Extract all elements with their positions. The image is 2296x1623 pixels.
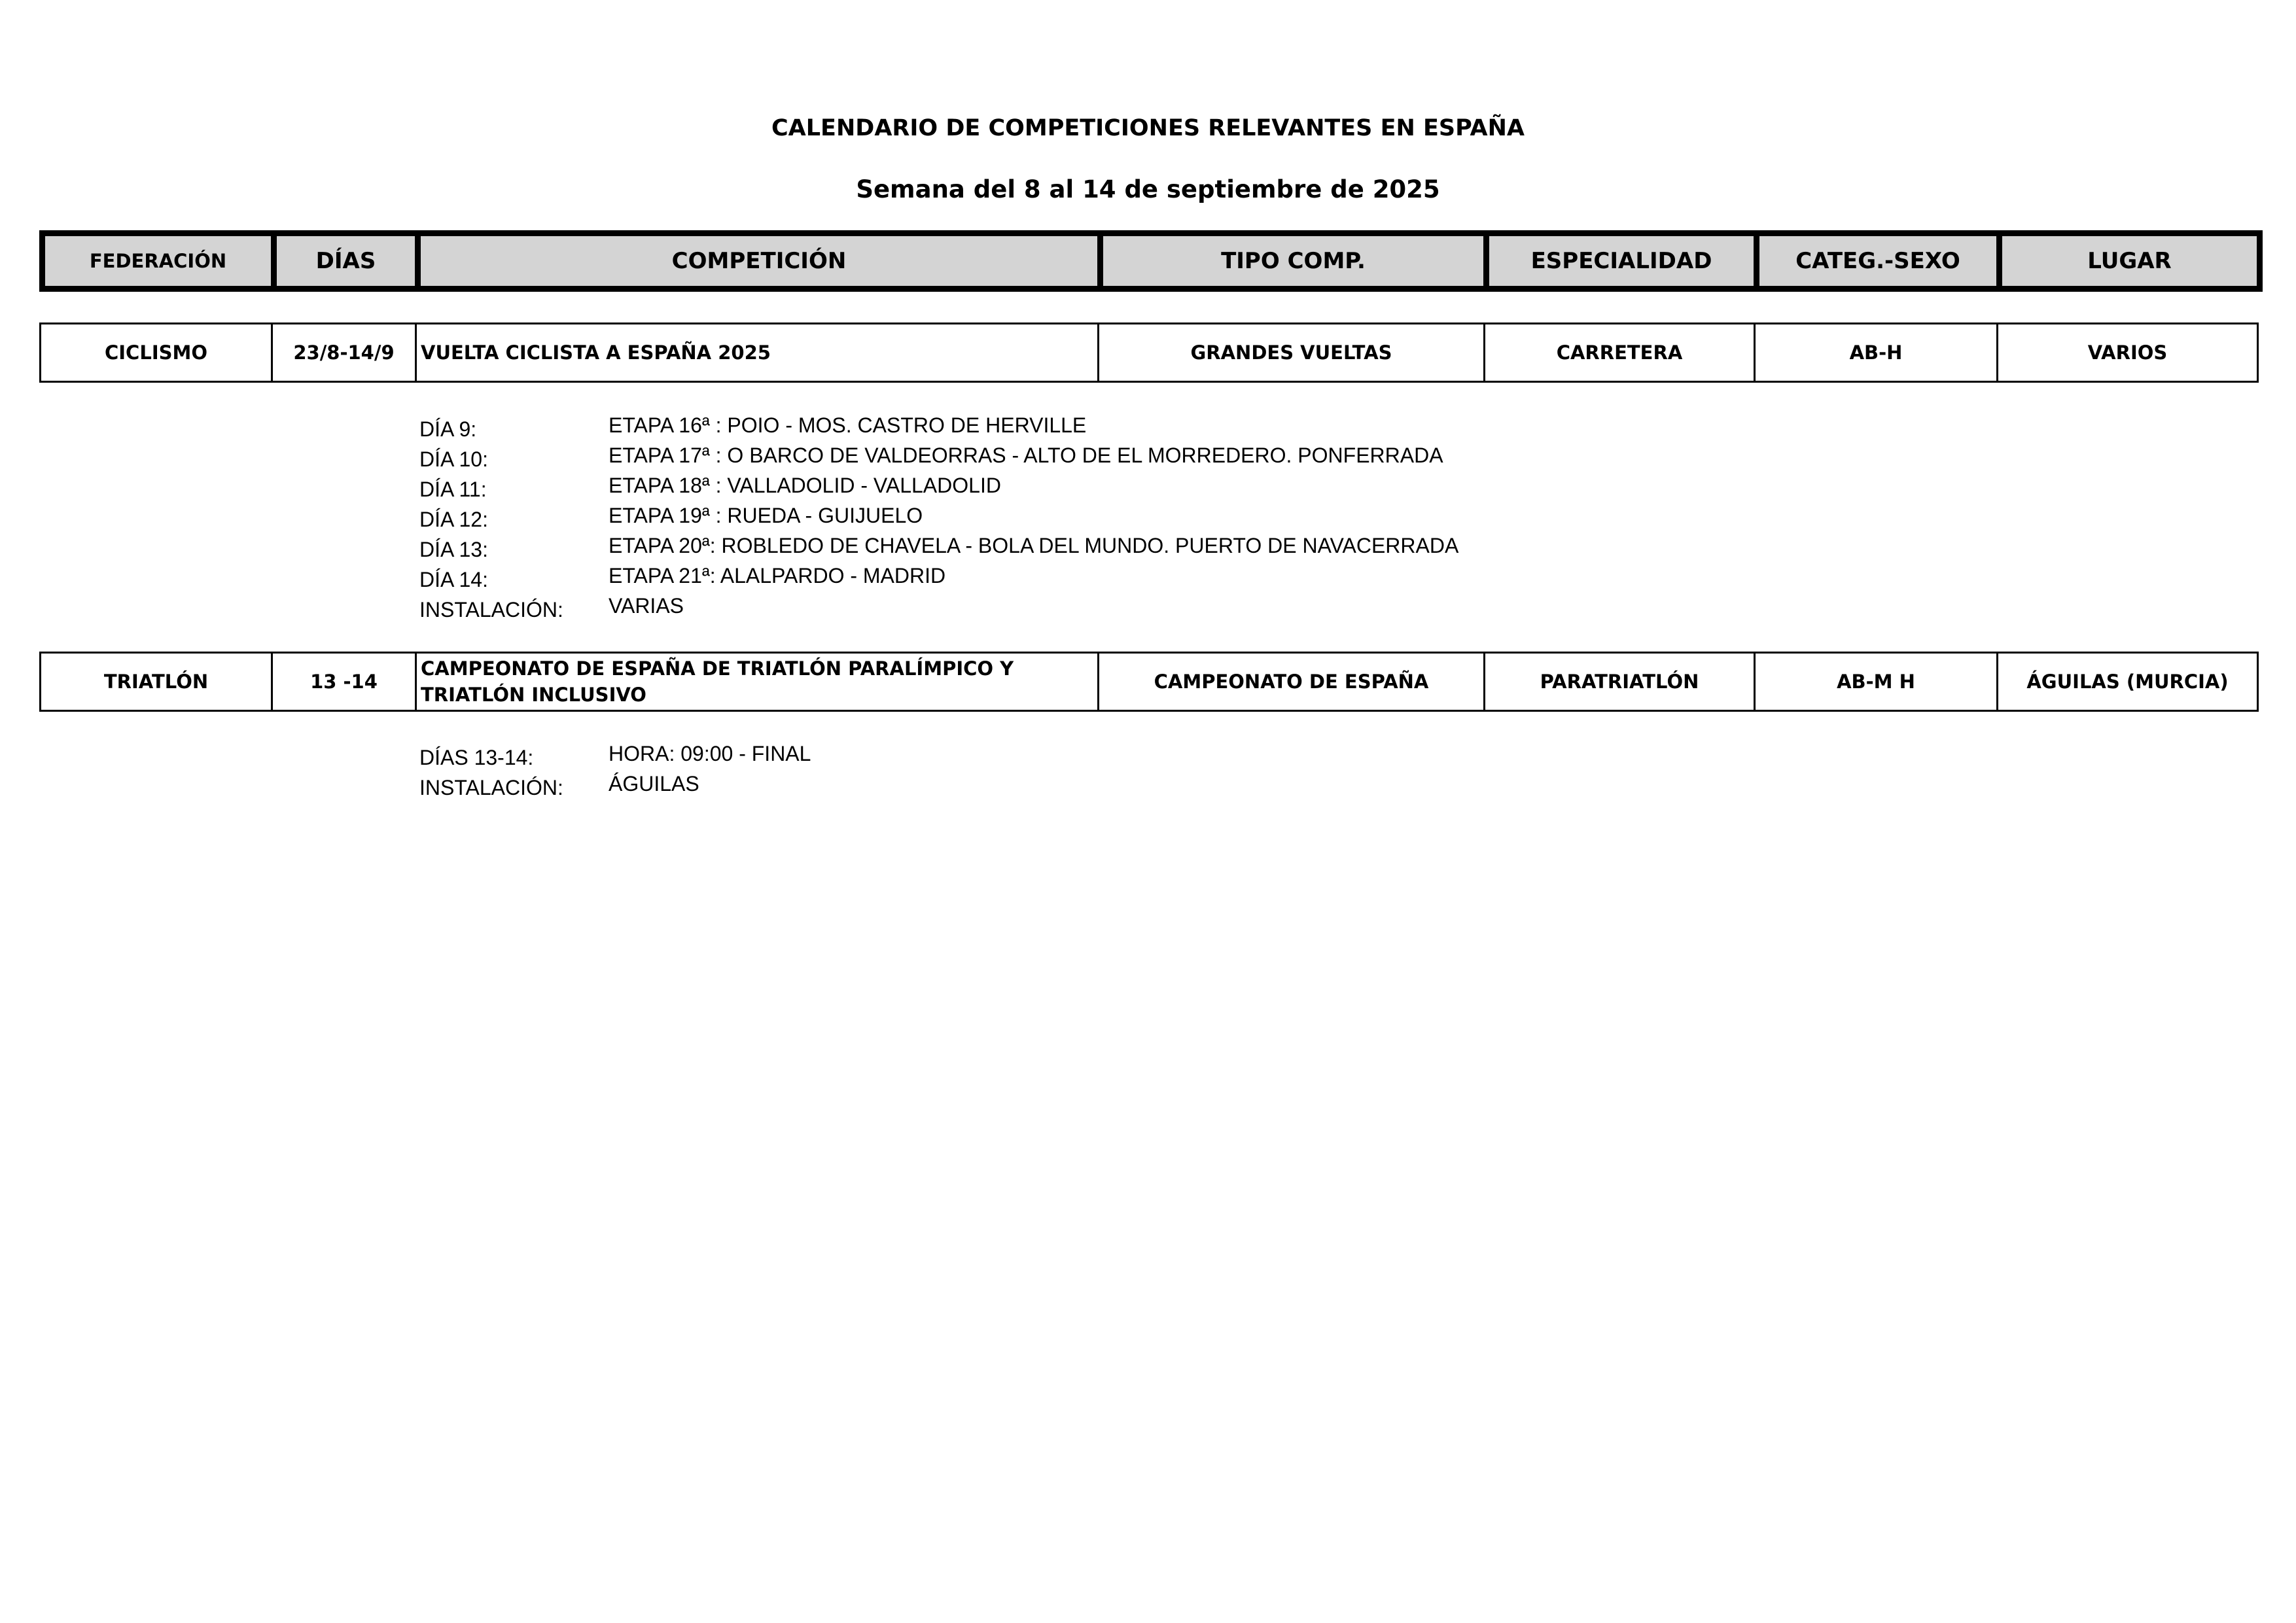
header-categ-sexo: CATEG.-SEXO <box>1757 234 2000 289</box>
detail-label: INSTALACIÓN: <box>419 776 563 799</box>
cell-competicion <box>416 653 1099 711</box>
header-dias: DÍAS <box>274 234 418 289</box>
cell-especialidad: CARRETERA <box>1485 324 1755 382</box>
cell-federacion: TRIATLÓN <box>41 653 272 711</box>
header-row <box>43 234 2260 289</box>
cell-categ-sexo: AB-M H <box>1755 653 1998 711</box>
table-row <box>41 653 2258 711</box>
header-competicion: COMPETICIÓN <box>418 234 1101 289</box>
cell-lugar: VARIOS <box>1998 324 2258 382</box>
detail-label: DÍA 11: <box>419 478 487 501</box>
header-tipo-comp: TIPO COMP. <box>1101 234 1487 289</box>
cell-competicion: VUELTA CICLISTA A ESPAÑA 2025 <box>416 324 1099 382</box>
competition-row-triatlon <box>39 652 2259 712</box>
competicion-line-2: TRIATLÓN INCLUSIVO <box>421 684 646 706</box>
detail-label: DÍA 14: <box>419 568 488 591</box>
detail-value: ÁGUILAS <box>609 772 699 795</box>
cell-tipo-comp: CAMPEONATO DE ESPAÑA <box>1099 653 1485 711</box>
detail-value: ETAPA 20ª: ROBLEDO DE CHAVELA - BOLA DEL MUNDO. PUERTO DE NAVACERRADA <box>609 534 1459 557</box>
detail-label: INSTALACIÓN: <box>419 598 563 621</box>
cell-dias: 13 -14 <box>272 653 416 711</box>
cell-especialidad: PARATRIATLÓN <box>1485 653 1755 711</box>
detail-label: DÍA 9: <box>419 417 477 441</box>
detail-label: DÍA 13: <box>419 538 488 561</box>
cell-tipo-comp: GRANDES VUELTAS <box>1099 324 1485 382</box>
detail-value: HORA: 09:00 - FINAL <box>609 742 811 765</box>
header-lugar: LUGAR <box>2000 234 2260 289</box>
detail-value: ETAPA 18ª : VALLADOLID - VALLADOLID <box>609 474 1001 497</box>
document-subtitle: Semana del 8 al 14 de septiembre de 2025 <box>856 175 1440 203</box>
cell-dias: 23/8-14/9 <box>272 324 416 382</box>
detail-value: ETAPA 16ª : POIO - MOS. CASTRO DE HERVILLE <box>609 413 1087 437</box>
competicion-line-1: CAMPEONATO DE ESPAÑA DE TRIATLÓN PARALÍMPICO Y <box>421 657 1014 680</box>
detail-value: VARIAS <box>609 594 684 618</box>
table-row <box>41 324 2258 382</box>
header-federacion: FEDERACIÓN <box>43 234 274 289</box>
cell-categ-sexo: AB-H <box>1755 324 1998 382</box>
cell-lugar: ÁGUILAS (MURCIA) <box>1998 653 2258 711</box>
detail-value: ETAPA 21ª: ALALPARDO - MADRID <box>609 564 946 587</box>
competition-row-ciclismo <box>39 323 2259 383</box>
detail-label: DÍAS 13-14: <box>419 746 534 769</box>
document-title: CALENDARIO DE COMPETICIONES RELEVANTES EN ESPAÑA <box>771 115 1525 141</box>
detail-value: ETAPA 19ª : RUEDA - GUIJUELO <box>609 504 923 527</box>
detail-label: DÍA 12: <box>419 508 488 531</box>
cell-federacion: CICLISMO <box>41 324 272 382</box>
column-header-table <box>39 230 2263 292</box>
detail-value: ETAPA 17ª : O BARCO DE VALDEORRAS - ALTO DE EL MORREDERO. PONFERRADA <box>609 444 1443 467</box>
detail-label: DÍA 10: <box>419 447 488 471</box>
header-especialidad: ESPECIALIDAD <box>1487 234 1757 289</box>
